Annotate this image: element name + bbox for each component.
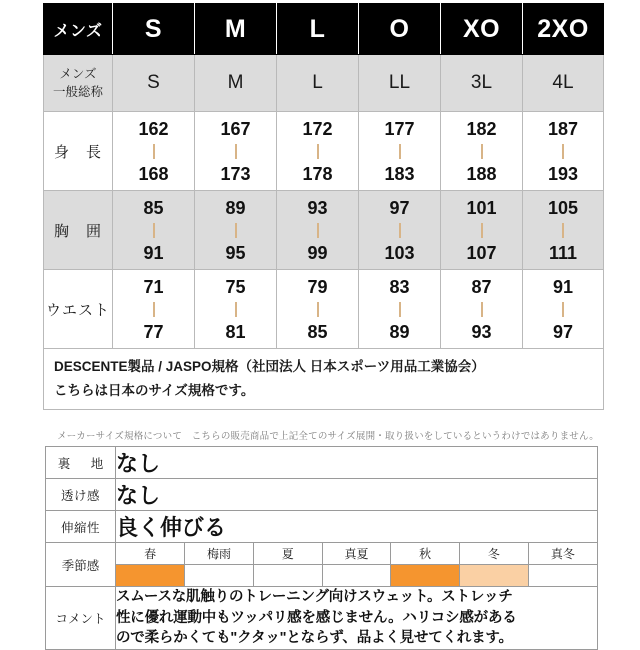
range-separator-icon xyxy=(399,144,401,159)
range-separator-icon xyxy=(481,223,483,238)
waist-range-2xo: 91 97 xyxy=(523,270,604,349)
season-name-autumn: 秋 xyxy=(391,543,460,565)
detail-label-season: 季節感 xyxy=(46,543,116,587)
height-range-o: 177 183 xyxy=(359,112,441,191)
range-separator-icon xyxy=(481,302,483,317)
height-range-s: 162 168 xyxy=(113,112,195,191)
season-indicator-midsummer xyxy=(322,565,391,587)
measurement-label-waist: ウエスト xyxy=(44,270,113,349)
season-name-summer: 夏 xyxy=(253,543,322,565)
range-separator-icon xyxy=(562,223,564,238)
waist-range-l: 79 85 xyxy=(277,270,359,349)
season-indicator-row xyxy=(116,565,597,587)
chest-range-xo: 101 107 xyxy=(441,191,523,270)
alias-row-label: メンズ 一般総称 xyxy=(44,55,113,112)
detail-row-stretch xyxy=(46,511,598,543)
detail-row-lining xyxy=(46,447,598,479)
size-header-row xyxy=(44,4,604,55)
range-separator-icon xyxy=(153,302,155,317)
range-separator-icon xyxy=(399,302,401,317)
standard-note-cell xyxy=(44,349,604,410)
comment-line3: ので柔らかくても"クタッ"とならず、品よく見せてくれます。 xyxy=(116,630,513,647)
range-separator-icon xyxy=(235,223,237,238)
season-indicator-rainy xyxy=(185,565,254,587)
season-name-midsummer: 真夏 xyxy=(322,543,391,565)
season-grid-cell xyxy=(116,543,598,587)
detail-value-sheerness: なし xyxy=(116,479,598,511)
standard-note-line1: DESCENTE製品 / JASPO規格（社団法人 日本スポーツ用品工業協会） xyxy=(54,359,485,375)
range-separator-icon xyxy=(562,144,564,159)
height-range-l: 172 178 xyxy=(277,112,359,191)
range-separator-icon xyxy=(235,302,237,317)
waist-range-o: 83 89 xyxy=(359,270,441,349)
season-indicator-spring xyxy=(116,565,185,587)
header-category-label: メンズ xyxy=(44,4,113,55)
detail-row-sheerness xyxy=(46,479,598,511)
alias-value-s: S xyxy=(113,55,195,112)
waist-range-s: 71 77 xyxy=(113,270,195,349)
comment-line1: スムースな肌触りのトレーニング向けスウェット。ストレッチ xyxy=(116,589,513,605)
range-separator-icon xyxy=(317,223,319,238)
detail-label-sheerness: 透け感 xyxy=(46,479,116,511)
range-separator-icon xyxy=(153,223,155,238)
product-detail-table xyxy=(45,446,598,650)
season-name-spring: 春 xyxy=(116,543,185,565)
chest-range-2xo: 105 111 xyxy=(523,191,604,270)
season-grid xyxy=(116,543,597,586)
header-size-l: L xyxy=(277,4,359,55)
size-chart-table-container xyxy=(43,3,603,410)
range-separator-icon xyxy=(235,144,237,159)
season-indicator-winter xyxy=(460,565,529,587)
height-range-xo: 182 188 xyxy=(441,112,523,191)
measurement-row-waist xyxy=(44,270,604,349)
range-separator-icon xyxy=(153,144,155,159)
height-range-m: 167 173 xyxy=(195,112,277,191)
season-indicator-summer xyxy=(253,565,322,587)
chest-range-m: 89 95 xyxy=(195,191,277,270)
header-size-2xo: 2XO xyxy=(523,4,604,55)
alias-value-3l: 3L xyxy=(441,55,523,112)
header-size-o: O xyxy=(359,4,441,55)
chest-range-l: 93 99 xyxy=(277,191,359,270)
alias-value-l: L xyxy=(277,55,359,112)
range-separator-icon xyxy=(317,302,319,317)
height-range-2xo: 187 193 xyxy=(523,112,604,191)
measurement-row-chest xyxy=(44,191,604,270)
chest-range-o: 97 103 xyxy=(359,191,441,270)
detail-label-comment: コメント xyxy=(46,587,116,650)
comment-line2: 性に優れ運動中もツッパリ感を感じません。ハリコシ感がある xyxy=(116,609,517,626)
header-size-s: S xyxy=(113,4,195,55)
alias-value-4l: 4L xyxy=(523,55,604,112)
chest-range-s: 85 91 xyxy=(113,191,195,270)
header-size-xo: XO xyxy=(441,4,523,55)
season-indicator-midwinter xyxy=(528,565,597,587)
measurement-label-chest: 胸 囲 xyxy=(44,191,113,270)
range-separator-icon xyxy=(481,144,483,159)
standard-note-row xyxy=(44,349,604,410)
size-alias-row xyxy=(44,55,604,112)
alias-value-m: M xyxy=(195,55,277,112)
detail-row-season xyxy=(46,543,598,587)
season-name-winter: 冬 xyxy=(460,543,529,565)
season-name-rainy: 梅雨 xyxy=(185,543,254,565)
range-separator-icon xyxy=(317,144,319,159)
waist-range-xo: 87 93 xyxy=(441,270,523,349)
detail-value-lining: なし xyxy=(116,447,598,479)
measurement-row-height xyxy=(44,112,604,191)
standard-note-line2: こちらは日本のサイズ規格です。 xyxy=(54,383,255,398)
season-indicator-autumn xyxy=(391,565,460,587)
detail-label-stretch: 伸縮性 xyxy=(46,511,116,543)
season-name-midwinter: 真冬 xyxy=(528,543,597,565)
alias-value-ll: LL xyxy=(359,55,441,112)
product-detail-table-container xyxy=(45,446,597,650)
waist-range-m: 75 81 xyxy=(195,270,277,349)
maker-size-footnote: メーカーサイズ規格について こちらの販売商品で上記全てのサイズ展開・取り扱いをしているというわけではありません。 xyxy=(57,431,599,442)
range-separator-icon xyxy=(562,302,564,317)
season-name-row xyxy=(116,543,597,565)
detail-value-stretch: 良く伸びる xyxy=(116,511,598,543)
header-size-m: M xyxy=(195,4,277,55)
measurement-label-height: 身 長 xyxy=(44,112,113,191)
detail-label-lining: 裏 地 xyxy=(46,447,116,479)
range-separator-icon xyxy=(399,223,401,238)
size-chart-table xyxy=(43,3,604,410)
